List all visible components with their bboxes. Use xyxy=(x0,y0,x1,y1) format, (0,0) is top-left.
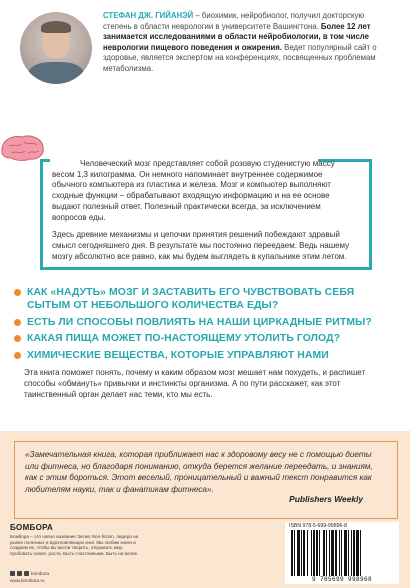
bullet-list xyxy=(14,286,394,365)
summary-text: Эта книга поможет понять, почему и каким образом мозг мешает нам похудеть, и распишет способы «обмануть» привычки и инстинкты организма. А по пути расскажет, как этот таинственный орган делает нас теми, кто мы есть. xyxy=(24,368,366,399)
vk-icon xyxy=(10,571,15,576)
author-hair xyxy=(41,21,71,33)
bullet-item xyxy=(14,286,394,313)
bullet-text: КАК «НАДУТЬ» МОЗГ И ЗАСТАВИТЬ ЕГО ЧУВСТВОВАТЬ СЕБЯ СЫТЫМ ОТ НЕБОЛЬШОГО КОЛИЧЕСТВА ЕДЫ? xyxy=(27,287,355,312)
frame-top-left xyxy=(40,159,50,162)
bullet-item xyxy=(14,316,394,329)
description-paragraph-1: Человеческий мозг представляет собой розовую студенистую массу весом 1,3 килограмма. Он немного напоминает внутреннее содержимое обычного компьютера из пластика и железа. Мозг и компьютер выполняют сходные функции – обрабатывают входящую информацию и на ее основе выдают полезный ответ. Полезный практически всегда, за исключением вопросов еды. xyxy=(52,159,335,222)
bullet-dot-icon xyxy=(14,289,21,296)
author-bio-bold: Более 12 лет занимается исследованиями в области нейробиологии, в том числе неврологии пищевого поведения и ожирения. xyxy=(103,21,371,52)
bullet-text: ХИМИЧЕСКИЕ ВЕЩЕСТВА, КОТОРЫЕ УПРАВЛЯЮТ НАМИ xyxy=(27,349,329,361)
bullet-item xyxy=(14,349,394,362)
author-photo xyxy=(20,12,92,84)
bullet-text: КАКАЯ ПИЩА МОЖЕТ ПО-НАСТОЯЩЕМУ УТОЛИТЬ ГОЛОД? xyxy=(27,333,341,345)
barcode-icon xyxy=(289,530,395,576)
quote-text: «Замечательная книга, которая приближает нас к здоровому весу не с помощью диеты или фитнеса, но благодаря пониманию, откуда берется желание переедать, и знаниям, как с этим бороться. Этот веселый, проницательный и важный текст понравится как любителям науки, так и фанатикам фитнеса». xyxy=(25,450,373,494)
bullet-dot-icon xyxy=(14,352,21,359)
author-bio-part1: – биохимик, нейробиолог, получил докторскую степень в области неврологии в университете Вашингтона. xyxy=(103,11,365,31)
author-bio-part2: Ведет популярный сайт о здоровье, является экспертом на конференциях, посвященных проблемам метаболизма. xyxy=(103,42,377,73)
isbn-box xyxy=(285,522,399,584)
isbn-label: ISBN 978-5-699-99896-8 xyxy=(289,523,347,529)
author-shirt xyxy=(28,62,84,84)
description-paragraph-2: Здесь древние механизмы и цепочки принятия решений побеждают здравый смысл сегодняшнего дня. В результате мы постоянно переедаем. Ведь нашему мозгу абсолютно все равно, как мы будем выглядеть в купальнике этим летом. xyxy=(52,230,350,261)
bullet-dot-icon xyxy=(14,319,21,326)
bullet-text: ЕСТЬ ЛИ СПОСОБЫ ПОВЛИЯТЬ НА НАШИ ЦИРКАДНЫЕ РИТМЫ? xyxy=(27,316,372,328)
publisher-website[interactable]: www.bombora.ru xyxy=(10,578,45,583)
facebook-icon xyxy=(24,571,29,576)
author-name: СТЕФАН ДЖ. ГИЙАНЭЙ xyxy=(103,11,194,20)
instagram-icon xyxy=(17,571,22,576)
author-bio xyxy=(103,11,395,75)
quote-source: Publishers Weekly xyxy=(289,494,363,504)
description-text xyxy=(52,159,356,269)
quote-box xyxy=(14,441,398,519)
social-handle[interactable]: bombora xyxy=(31,571,50,576)
bullet-item xyxy=(14,332,394,345)
social-links xyxy=(10,571,49,576)
barcode-digits: 9 785699 998968 xyxy=(311,576,372,583)
publisher-logo: БОМБОРА xyxy=(10,523,54,532)
bullet-dot-icon xyxy=(14,335,21,342)
brain-icon xyxy=(0,132,46,162)
publisher-text: Бомбора – это новое название Эксмо Non-fiction, лидера на рынке полезных и вдохновляющих книг. Мы любим книги и создаем их, чтобы вы могли творить, открывать мир, пробовать новое, расти. Быть счастливыми. Быть на волне. xyxy=(10,534,139,556)
